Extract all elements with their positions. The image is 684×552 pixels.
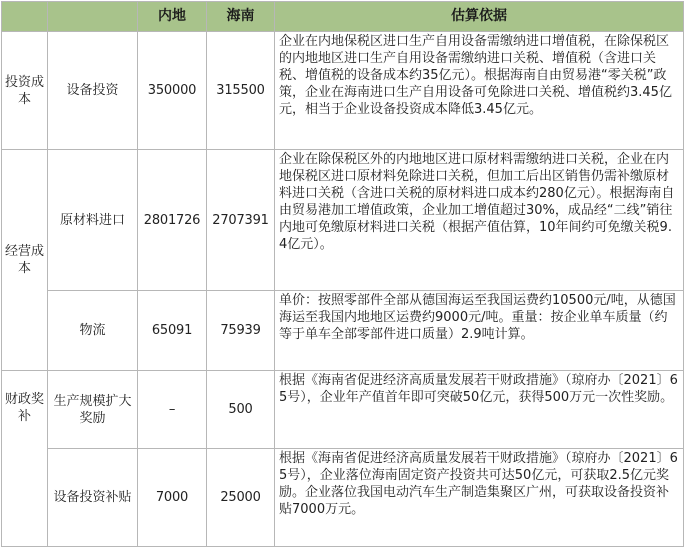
table-row — [2, 371, 684, 449]
row-item-label: 设备投资 — [48, 32, 138, 150]
row-hainan-value: 500 — [207, 371, 275, 449]
row-basis-text: 根据《海南省促进经济高质量发展若干财政措施》（琼府办〔2021〕65号），企业年产值首年即可突破50亿元，获得500万元一次性奖励。 — [275, 371, 684, 449]
row-hainan-value: 2707391 — [207, 150, 275, 291]
row-item-label: 生产规模扩大奖励 — [48, 371, 138, 449]
row-basis-text: 企业在内地保税区进口生产自用设备需缴纳进口增值税，在除保税区的内地地区进口生产自用设备需缴纳进口关税、增值税（含进口关税、增值税的设备成本约35亿元）。根据海南自由贸易港“零关税”政策，企业在海南进口生产自用设备可免除进口关税、增值税约3.45亿元，相当于企业设备投资成本降低3.45亿元。 — [275, 32, 684, 150]
table-row — [2, 291, 684, 371]
table-container — [1, 1, 683, 551]
header-item — [48, 2, 138, 32]
group-label-subsidy: 财政奖补 — [2, 371, 48, 547]
header-category — [2, 2, 48, 32]
header-inland: 内地 — [138, 2, 207, 32]
comparison-table — [1, 1, 684, 547]
group-label-operating: 经营成本 — [2, 150, 48, 371]
row-inland-value: 65091 — [138, 291, 207, 371]
row-inland-value: 7000 — [138, 449, 207, 547]
header-basis: 估算依据 — [275, 2, 684, 32]
row-hainan-value: 315500 — [207, 32, 275, 150]
row-item-label: 原材料进口 — [48, 150, 138, 291]
row-item-label: 设备投资补贴 — [48, 449, 138, 547]
header-hainan: 海南 — [207, 2, 275, 32]
row-basis-text: 根据《海南省促进经济高质量发展若干财政措施》（琼府办〔2021〕65号），企业落位海南固定资产投资共可达50亿元，可获取2.5亿元奖励。企业落位我国电动汽车生产制造集聚区广州，可获取设备投资补贴7000万元。 — [275, 449, 684, 547]
table-row — [2, 32, 684, 150]
row-inland-value: – — [138, 371, 207, 449]
row-inland-value: 2801726 — [138, 150, 207, 291]
row-hainan-value: 75939 — [207, 291, 275, 371]
table-row — [2, 449, 684, 547]
row-basis-text: 企业在除保税区外的内地地区进口原材料需缴纳进口关税，企业在内地保税区进口原材料免除进口关税，但加工后出区销售仍需补缴原材料进口关税（含进口关税的原材料进口成本约280亿元）。根据海南自由贸易港加工增值政策，企业加工增值超过30%，成品经“二线”销往内地可免缴原材料进口关税（根据产值估算，10年间约可免缴关税9.4亿元）。 — [275, 150, 684, 291]
row-inland-value: 350000 — [138, 32, 207, 150]
row-basis-text: 单价：按照零部件全部从德国海运至我国运费约10500元/吨，从德国海运至我国内地地区运费约9000元/吨。重量：按企业单车质量（约等于单车全部零部件进口质量）2.9吨计算。 — [275, 291, 684, 371]
header-row — [2, 2, 684, 32]
group-label-investment: 投资成本 — [2, 32, 48, 150]
row-hainan-value: 25000 — [207, 449, 275, 547]
table-row — [2, 150, 684, 291]
row-item-label: 物流 — [48, 291, 138, 371]
